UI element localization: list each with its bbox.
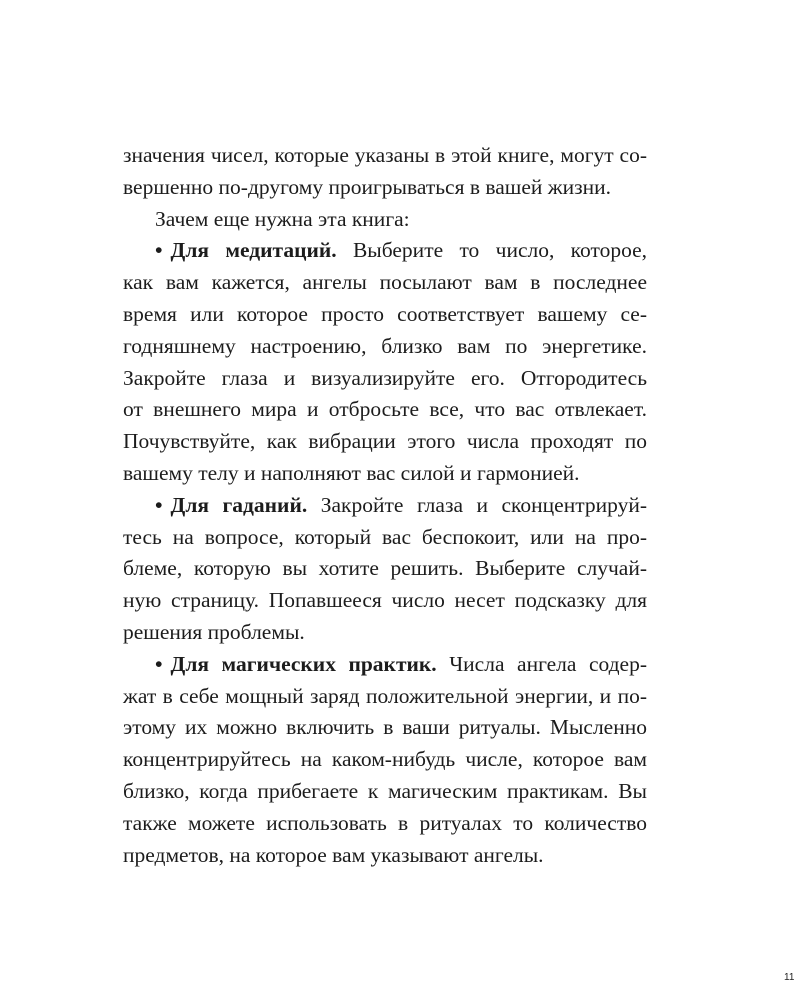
meditation-line-7: Почувствуйте, как вибрации этого числа проходят по xyxy=(123,429,647,454)
divination-first-line xyxy=(123,490,647,522)
intro-line-2: вершенно по-другому проигрываться в вашей жизни. xyxy=(123,174,612,199)
magic-heading: Для магических практик. xyxy=(170,651,437,676)
magic-text: Числа ангела содер- xyxy=(449,651,648,676)
magic-line-5: близко, когда прибегаете к магическим практикам. Вы xyxy=(123,778,647,803)
divination-line-4: ную страницу. Попавшееся число несет подсказку для xyxy=(123,588,647,613)
magic-line-4: концентрируйтесь на каком-нибудь числе, которое вам xyxy=(123,747,647,772)
meditation-line-8: вашему телу и наполняют вас силой и гармонией. xyxy=(123,460,580,485)
bullet-marker: • xyxy=(155,492,163,517)
intro-line-1: значения чисел, которые указаны в этой книге, могут со- xyxy=(123,143,647,167)
meditation-paragraph xyxy=(123,235,647,489)
divination-line-2: тесь на вопросе, который вас беспокоит, или на про- xyxy=(123,524,647,549)
intro-question: Зачем еще нужна эта книга: xyxy=(155,206,410,231)
meditation-line-4: годняшнему настроению, близко вам по энергетике. xyxy=(123,333,647,358)
meditation-line-2: как вам кажется, ангелы посылают вам в последнее xyxy=(123,270,647,295)
divination-text: Закройте глаза и сконцентрируй- xyxy=(320,492,648,517)
meditation-first-line xyxy=(123,235,647,267)
magic-line-3: этому их можно включить в ваши ритуалы. Мысленно xyxy=(123,715,647,740)
magic-paragraph xyxy=(123,649,647,872)
bullet-marker: • xyxy=(155,238,163,263)
magic-first-line xyxy=(123,649,647,681)
meditation-line-5: Закройте глаза и визуализируйте его. Отгородитесь xyxy=(123,365,647,390)
divination-paragraph xyxy=(123,490,647,649)
meditation-text: Выберите то число, которое, xyxy=(352,238,648,263)
meditation-line-6: от внешнего мира и отбросьте все, что вас отвлекает. xyxy=(123,397,647,422)
bullet-marker: • xyxy=(155,651,163,676)
divination-line-5: решения проблемы. xyxy=(123,619,305,644)
divination-line-3: блеме, которую вы хотите решить. Выберите случай- xyxy=(123,556,647,581)
book-page-body xyxy=(123,140,647,871)
page-number: 11 xyxy=(784,972,795,983)
magic-line-2: жат в себе мощный заряд положительной энергии, и по- xyxy=(123,683,647,708)
magic-line-7: предметов, на которое вам указывают ангелы. xyxy=(123,842,544,867)
meditation-heading: Для медитаций. xyxy=(170,238,337,263)
magic-line-6: также можете использовать в ритуалах то количество xyxy=(123,810,647,835)
meditation-line-3: время или которое просто соответствует вашему се- xyxy=(123,301,647,326)
divination-heading: Для гаданий. xyxy=(170,492,308,517)
